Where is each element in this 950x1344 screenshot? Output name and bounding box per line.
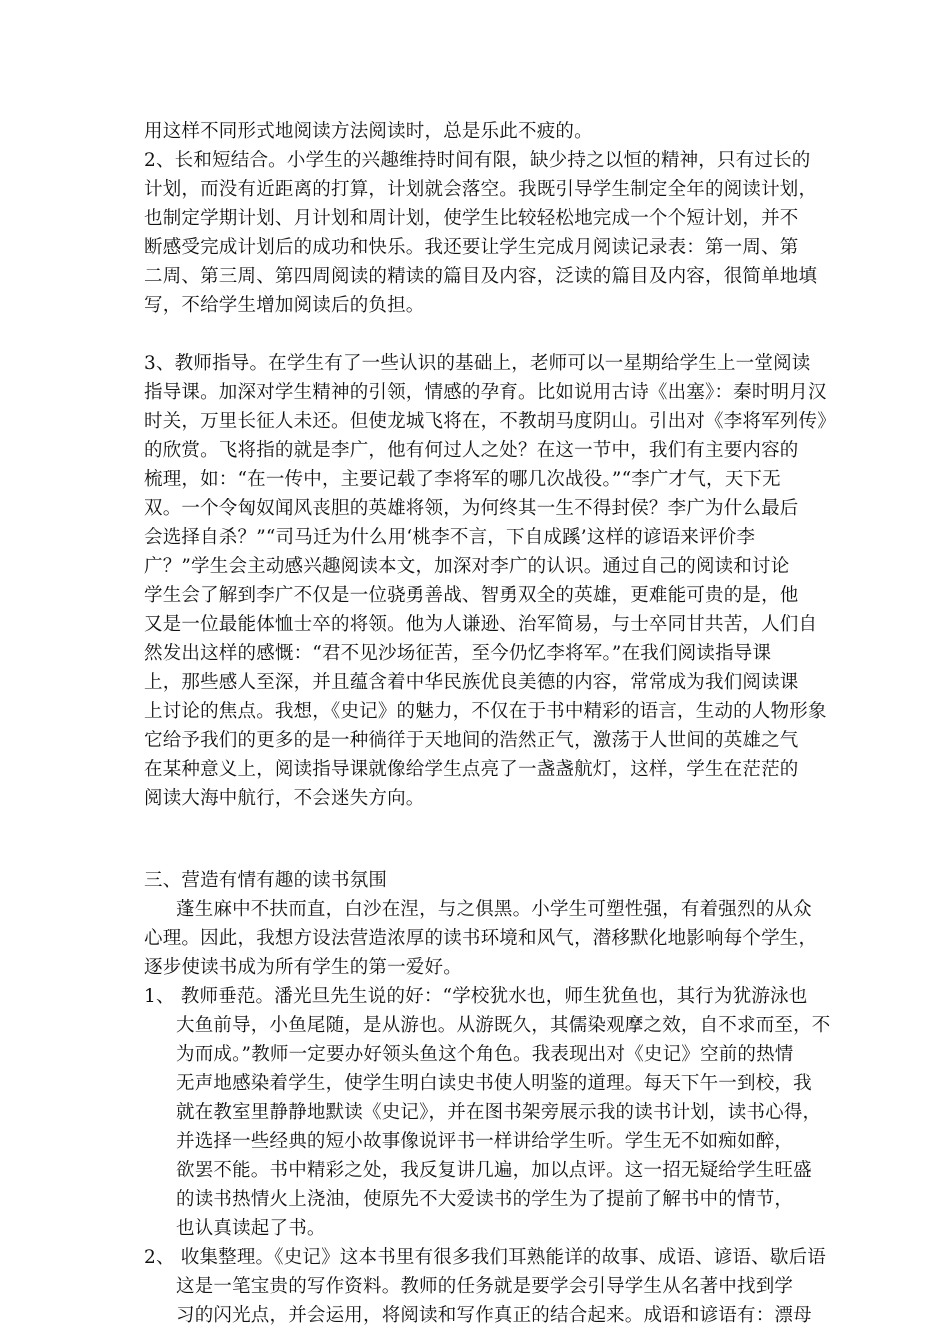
text-line: 上，那些感人至深，并且蕴含着中华民族优良美德的内容，常常成为我们阅读课 [144, 672, 799, 693]
text-line: 又是一位最能体恤士卒的将领。他为人谦逊、治军简易，与士卒同甘共苦，人们自 [144, 614, 818, 635]
text-line: 也制定学期计划、月计划和周计划，使学生比较轻松地完成一个个短计划，并不 [144, 208, 799, 229]
text-line: 为而成。”教师一定要办好领头鱼这个角色。我表现出对《史记》空前的热情 [176, 1044, 794, 1065]
section-heading: 三、营造有情有趣的读书氛围 [144, 870, 388, 891]
text-line: 习的闪光点，并会运用，将阅读和写作真正的结合起来。成语和谚语有：漂母 [176, 1305, 812, 1326]
text-line: 会选择自杀？”“司马迁为什么用‘桃李不言，下自成蹊’这样的谚语来评价李 [144, 527, 756, 548]
list-item: 1、 教师垂范。潘光旦先生说的好：“学校犹水也，师生犹鱼也，其行为犹游泳也 [144, 986, 808, 1007]
text-line: 并选择一些经典的短小故事像说评书一样讲给学生听。学生无不如痴如醉， [176, 1131, 794, 1152]
text-line: 3、教师指导。在学生有了一些认识的基础上，老师可以一星期给学生上一堂阅读 [144, 353, 811, 374]
text-line: 用这样不同形式地阅读方法阅读时，总是乐此不疲的。 [144, 121, 593, 142]
text-line: 时关，万里长征人未还。但使龙城飞将在，不教胡马度阴山。引出对《李将军列传》 [144, 411, 836, 432]
text-line: 写，不给学生增加阅读后的负担。 [144, 295, 425, 316]
text-line: 逐步使读书成为所有学生的第一爱好。 [144, 957, 462, 978]
text-line: 的读书热情火上浇油，使原先不大爱读书的学生为了提前了解书中的情节， [176, 1189, 794, 1210]
text-line: 梳理，如：“在一传中，主要记载了李将军的哪几次战役。”“李广才气，天下无 [144, 469, 781, 490]
text-line: 广？”学生会主动感兴趣阅读本文，加深对李广的认识。通过自己的阅读和讨论 [144, 556, 790, 577]
text-line: 二周、第三周、第四周阅读的精读的篇目及内容，泛读的篇目及内容，很简单地填 [144, 266, 818, 287]
text-line: 然发出这样的感慨：“君不见沙场征苦，至今仍忆李将军。”在我们阅读指导课 [144, 643, 772, 664]
text-line: 这是一笔宝贵的写作资料。教师的任务就是要学会引导学生从名著中找到学 [176, 1276, 794, 1297]
text-line: 双。一个令匈奴闻风丧胆的英雄将领，为何终其一生不得封侯？李广为什么最后 [144, 498, 799, 519]
text-line: 欲罢不能。书中精彩之处，我反复讲几遍，加以点评。这一招无疑给学生旺盛 [176, 1160, 812, 1181]
text-line: 在某种意义上，阅读指导课就像给学生点亮了一盏盏航灯，这样，学生在茫茫的 [144, 759, 799, 780]
text-line: 学生会了解到李广不仅是一位骁勇善战、智勇双全的英雄，更难能可贵的是，他 [144, 585, 799, 606]
text-line: 也认真读起了书。 [176, 1218, 326, 1239]
text-line: 蓬生麻中不扶而直，白沙在涅，与之俱黑。小学生可塑性强，有着强烈的从众 [176, 899, 812, 920]
text-line: 的欣赏。飞将指的就是李广，他有何过人之处？在这一节中，我们有主要内容的 [144, 440, 799, 461]
text-line: 阅读大海中航行，不会迷失方向。 [144, 788, 425, 809]
text-line: 计划，而没有近距离的打算，计划就会落空。我既引导学生制定全年的阅读计划， [144, 179, 818, 200]
text-line: 它给予我们的更多的是一种徜徉于天地间的浩然正气，激荡于人世间的英雄之气 [144, 730, 799, 751]
text-line: 上讨论的焦点。我想，《史记》的魅力，不仅在于书中精彩的语言，生动的人物形象 [144, 701, 827, 722]
text-line: 断感受完成计划后的成功和快乐。我还要让学生完成月阅读记录表：第一周、第 [144, 237, 799, 258]
text-line: 大鱼前导，小鱼尾随，是从游也。从游既久，其儒染观摩之效，自不求而至，不 [176, 1015, 831, 1036]
text-line: 就在教室里静静地默读《史记》，并在图书架旁展示我的读书计划，读书心得， [176, 1102, 822, 1123]
text-line: 心理。因此，我想方设法营造浓厚的读书环境和风气，潜移默化地影响每个学生， [144, 928, 818, 949]
text-line: 指导课。加深对学生精神的引领，情感的孕育。比如说用古诗《出塞》：秦时明月汉 [144, 382, 827, 403]
text-line: 无声地感染着学生，使学生明白读史书使人明鉴的道理。每天下午一到校，我 [176, 1073, 812, 1094]
list-item: 2、 收集整理。《史记》这本书里有很多我们耳熟能详的故事、成语、谚语、歇后语 [144, 1247, 827, 1268]
text-line: 2、长和短结合。小学生的兴趣维持时间有限，缺少持之以恒的精神，只有过长的 [144, 150, 811, 171]
